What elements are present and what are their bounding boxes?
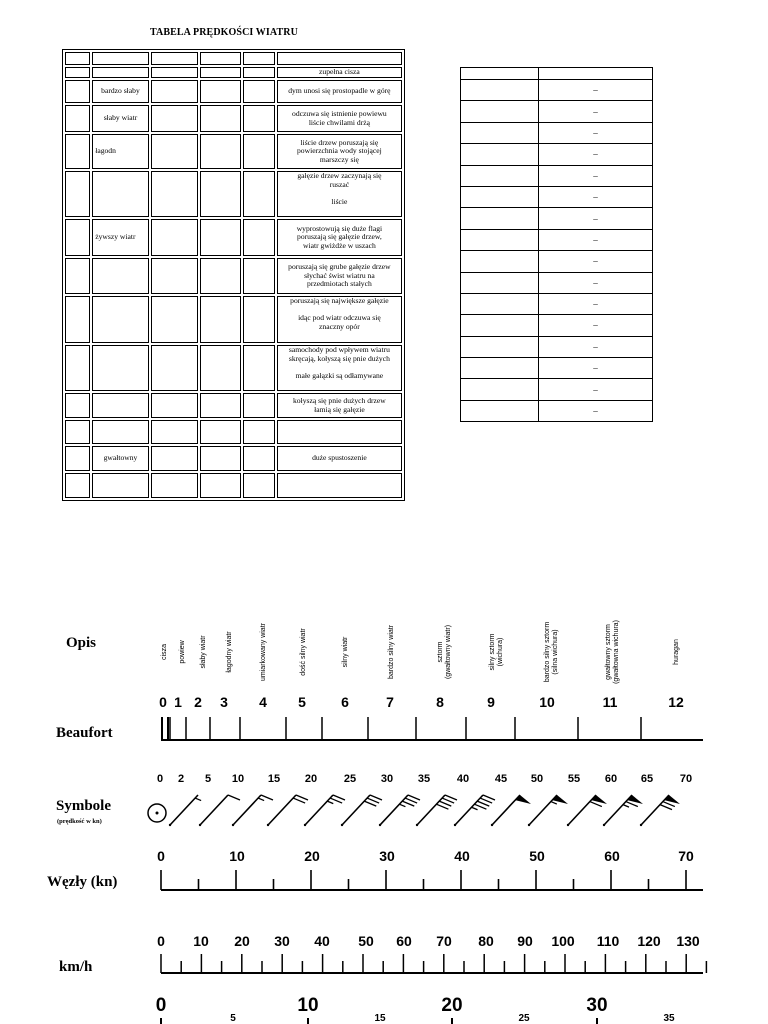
table-cell (461, 400, 539, 421)
kmh-label: 50 (358, 933, 374, 949)
table-row (65, 420, 402, 444)
table-cell (461, 186, 539, 207)
wind-name-cell (92, 420, 149, 444)
table-cell (151, 134, 198, 169)
calm-symbol-dot (156, 812, 159, 815)
opis-term-line: (gwałtowny wiatr) (445, 624, 452, 680)
knot-label: 50 (529, 848, 545, 864)
table-row (461, 80, 653, 101)
table-cell (200, 473, 240, 498)
knot-label: 20 (304, 848, 320, 864)
beaufort-number: 3 (220, 694, 228, 710)
table-cell (461, 358, 539, 379)
kmh-label: 40 (314, 933, 330, 949)
opis-term-line: huragan (673, 639, 680, 665)
wind-name-cell: gwałtowny (92, 446, 149, 471)
knot-label: 30 (379, 848, 395, 864)
wind-speed-table (62, 49, 405, 501)
wind-description-cell: poruszają się grube gałęzie drzew słychać świst wiatru na przedmiotach stałych (277, 258, 402, 294)
opis-term-line: cisza (161, 644, 168, 660)
beaufort-number: 0 (159, 694, 167, 710)
beaufort-number: 11 (602, 694, 618, 710)
table-cell (65, 219, 90, 256)
wind-description-cell: wyprostowują się duże flagi poruszają się gałęzie drzew, wiatr gwiżdże w uszach (277, 219, 402, 256)
table-cell (65, 420, 90, 444)
kmh-label: 30 (274, 933, 290, 949)
opis-term (161, 644, 168, 660)
table-row (65, 258, 402, 294)
value-cell: – (539, 144, 653, 165)
symbol-speed-label: 10 (231, 773, 245, 785)
ms-major-label: 0 (155, 995, 167, 1016)
table-cell (200, 296, 240, 343)
table-row (65, 219, 402, 256)
ms-major-label: 20 (441, 995, 463, 1016)
table-cell (243, 393, 275, 418)
wind-name-cell (92, 393, 149, 418)
wind-name-cell (92, 296, 149, 343)
ms-minor-label: 25 (518, 1013, 530, 1024)
opis-term (200, 635, 207, 669)
table-row (461, 229, 653, 250)
value-cell (539, 68, 653, 80)
table-row (65, 67, 402, 78)
table-row (65, 134, 402, 169)
wind-name-cell (92, 52, 149, 65)
value-cell: – (539, 358, 653, 379)
value-cell: – (539, 165, 653, 186)
wind-description-cell: kołyszą się pnie dużych drzew łamią się gałęzie (277, 393, 402, 418)
wind-name-cell: bardzo słaby (92, 80, 149, 103)
symbol-speed-label: 45 (494, 773, 508, 785)
table-cell (200, 52, 240, 65)
table-cell (65, 171, 90, 217)
opis-term-line: silny wiatr (342, 636, 349, 668)
document-title: TABELA PRĘDKOŚCI WIATRU (150, 27, 298, 38)
opis-term (342, 636, 349, 667)
table-cell (151, 420, 198, 444)
table-row (461, 251, 653, 272)
table-cell (461, 315, 539, 336)
wind-description-cell: zupełna cisza (277, 67, 402, 78)
value-cell: – (539, 272, 653, 293)
wind-barb-icon (379, 795, 420, 826)
table-row (461, 122, 653, 143)
ms-minor-label: 35 (663, 1013, 675, 1024)
table-cell (200, 420, 240, 444)
kmh-label: 130 (676, 933, 700, 949)
value-cell: – (539, 208, 653, 229)
symbol-speed-label: 65 (640, 773, 654, 785)
symbol-speed-label: 5 (204, 773, 212, 785)
table-cell (461, 122, 539, 143)
opis-term-line: gwałtowny sztorm (605, 624, 612, 680)
table-cell (200, 67, 240, 78)
table-cell (151, 67, 198, 78)
table-row (461, 101, 653, 122)
table-cell (200, 258, 240, 294)
opis-term (605, 620, 620, 684)
wind-barb-icon (454, 795, 495, 826)
wind-description-cell: poruszają się największe gałęzie idąc pod wiatr odczuwa się znaczny opór (277, 296, 402, 343)
kmh-label: 90 (517, 933, 533, 949)
symbol-speed-label: 60 (604, 773, 618, 785)
value-cell: – (539, 186, 653, 207)
table-row (461, 315, 653, 336)
wind-description-cell: duże spustoszenie (277, 446, 402, 471)
table-row (461, 272, 653, 293)
table-cell (200, 171, 240, 217)
wind-barb-icon (528, 795, 568, 826)
opis-term (179, 639, 186, 663)
symbol-speed-label: 70 (679, 773, 693, 785)
table-cell (461, 229, 539, 250)
wind-barb-icon (341, 795, 382, 826)
table-cell (65, 393, 90, 418)
opis-term-line: (wichura) (497, 637, 504, 667)
table-row (65, 105, 402, 132)
table-cell (243, 258, 275, 294)
wind-barb-icon (640, 795, 680, 826)
table-cell (461, 208, 539, 229)
wind-description-cell (277, 52, 402, 65)
knot-label: 60 (604, 848, 620, 864)
table-cell (461, 336, 539, 357)
kmh-label: 20 (234, 933, 250, 949)
label-opis: Opis (66, 635, 97, 651)
table-cell (243, 67, 275, 78)
table-cell (243, 446, 275, 471)
knot-label: 70 (678, 848, 694, 864)
opis-term-line: słaby wiatr (200, 635, 207, 669)
table-row (461, 208, 653, 229)
table-cell (200, 134, 240, 169)
beaufort-scale-chart (0, 590, 768, 1024)
label-kmh: km/h (59, 959, 93, 975)
beaufort-number: 10 (539, 694, 555, 710)
knot-label: 40 (454, 848, 470, 864)
table-cell (65, 473, 90, 498)
symbol-speed-label: 55 (567, 773, 581, 785)
symbol-speed-label: 50 (530, 773, 544, 785)
opis-term (226, 631, 233, 673)
wind-name-cell: łagodn (92, 134, 149, 169)
ms-minor-label: 15 (374, 1013, 386, 1024)
wind-barb-icon (603, 795, 643, 826)
kmh-label: 10 (193, 933, 209, 949)
table-cell (151, 393, 198, 418)
table-row (65, 171, 402, 217)
ms-minor-label: 5 (230, 1013, 236, 1024)
wind-description-cell (277, 473, 402, 498)
table-row (65, 446, 402, 471)
table-row (461, 358, 653, 379)
kmh-label: 0 (157, 933, 165, 949)
table-cell (200, 345, 240, 391)
scale-graphics (0, 590, 768, 1024)
beaufort-number: 4 (259, 694, 267, 710)
table-cell (65, 446, 90, 471)
opis-term (489, 633, 504, 670)
opis-term-line: umiarkowany wiatr (260, 623, 267, 681)
kmh-label: 60 (396, 933, 412, 949)
table-row (461, 336, 653, 357)
table-cell (243, 345, 275, 391)
table-row (65, 473, 402, 498)
table-cell (461, 68, 539, 80)
beaufort-number: 9 (487, 694, 495, 710)
wind-name-cell: żywszy wiatr (92, 219, 149, 256)
label-beaufort: Beaufort (56, 725, 113, 741)
beaufort-number: 8 (436, 694, 444, 710)
kmh-label: 120 (637, 933, 661, 949)
value-cell: – (539, 80, 653, 101)
table-cell (243, 105, 275, 132)
value-cell: – (539, 379, 653, 400)
table-cell (65, 52, 90, 65)
table-cell (461, 272, 539, 293)
knot-label: 0 (157, 848, 165, 864)
beaufort-number: 1 (174, 694, 182, 710)
wind-name-cell (92, 473, 149, 498)
opis-term (437, 625, 452, 679)
value-cell: – (539, 101, 653, 122)
opis-term (673, 639, 680, 665)
opis-term-line: (gwałtowna wichura) (613, 620, 620, 684)
symbol-speed-label: 0 (156, 773, 164, 785)
wind-description-cell: dym unosi się prostopadle w górę (277, 80, 402, 103)
table-row (461, 186, 653, 207)
wind-name-cell (92, 171, 149, 217)
table-cell (151, 219, 198, 256)
wind-description-cell: gałęzie drzew zaczynają się ruszać liście (277, 171, 402, 217)
wind-description-cell: samochody pod wpływem wiatru skręcają, kołyszą się pnie dużych małe gałązki są odłamywane (277, 345, 402, 391)
value-cell: – (539, 229, 653, 250)
value-cell: – (539, 315, 653, 336)
value-cell: – (539, 293, 653, 314)
wind-description-cell: odczuwa się istnienie powiewu liście chwilami drżą (277, 105, 402, 132)
ms-major-label: 10 (297, 995, 319, 1016)
opis-term-line: bardzo silny wiatr (388, 624, 395, 680)
table-cell (151, 446, 198, 471)
symbol-speed-label: 40 (456, 773, 470, 785)
table-cell (200, 219, 240, 256)
symbol-speed-label: 25 (343, 773, 357, 785)
table-row (461, 68, 653, 80)
wind-barb-icon (567, 795, 607, 826)
knot-label: 10 (229, 848, 245, 864)
opis-term-line: dość silny wiatr (300, 628, 307, 676)
table-cell (243, 296, 275, 343)
table-cell (65, 80, 90, 103)
kmh-label: 100 (551, 933, 575, 949)
opis-term (544, 622, 559, 682)
wind-name-cell: słaby wiatr (92, 105, 149, 132)
label-symbole-sub: (prędkość w kn) (57, 818, 102, 825)
table-cell (200, 446, 240, 471)
value-cell: – (539, 400, 653, 421)
table-cell (151, 258, 198, 294)
label-knots: Węzły (kn) (47, 874, 118, 890)
table-cell (243, 473, 275, 498)
symbol-speed-label: 30 (380, 773, 394, 785)
value-cell: – (539, 251, 653, 272)
opis-term (388, 624, 395, 679)
wind-barb-icon (491, 795, 531, 826)
table-row (65, 52, 402, 65)
opis-term-line: (silna wichura) (552, 629, 559, 675)
wind-barb-icon (304, 795, 345, 826)
table-cell (461, 379, 539, 400)
wind-description-cell (277, 420, 402, 444)
table-cell (243, 219, 275, 256)
label-symbole: Symbole (56, 798, 112, 814)
kmh-label: 70 (436, 933, 452, 949)
table-cell (65, 258, 90, 294)
table-cell (151, 171, 198, 217)
opis-term-line: silny sztorm (489, 633, 496, 671)
wind-description-cell: liście drzew poruszają się powierzchnia wody stojącej marszczy się (277, 134, 402, 169)
symbol-speed-label: 20 (304, 773, 318, 785)
secondary-table (460, 67, 653, 422)
table-cell (461, 80, 539, 101)
table-cell (151, 345, 198, 391)
symbol-speed-label: 2 (177, 773, 185, 785)
kmh-label: 80 (478, 933, 494, 949)
opis-term (260, 622, 267, 681)
table-cell (151, 80, 198, 103)
table-cell (65, 345, 90, 391)
beaufort-number: 6 (341, 694, 349, 710)
table-cell (461, 293, 539, 314)
wind-name-cell (92, 67, 149, 78)
beaufort-number: 12 (668, 694, 684, 710)
table-cell (243, 80, 275, 103)
table-row (461, 293, 653, 314)
beaufort-number: 2 (194, 694, 202, 710)
table-row (461, 165, 653, 186)
wind-barb-icon (416, 795, 457, 826)
table-row (65, 393, 402, 418)
kmh-label: 110 (596, 933, 620, 949)
table-row (461, 400, 653, 421)
opis-term (300, 628, 307, 676)
table-cell (151, 296, 198, 343)
wind-name-cell (92, 258, 149, 294)
opis-term-line: bardzo silny sztorm (544, 621, 551, 683)
opis-term-line: łagodny wiatr (226, 631, 233, 673)
value-cell: – (539, 122, 653, 143)
table-cell (200, 105, 240, 132)
table-row (65, 80, 402, 103)
opis-term-line: powiew (179, 640, 186, 664)
table-cell (461, 144, 539, 165)
table-cell (243, 52, 275, 65)
table-row (461, 144, 653, 165)
table-cell (65, 105, 90, 132)
symbol-speed-label: 35 (417, 773, 431, 785)
ms-major-label: 30 (586, 995, 608, 1016)
table-cell (461, 101, 539, 122)
table-cell (200, 80, 240, 103)
symbol-speed-label: 15 (267, 773, 281, 785)
wind-barb-icon (199, 795, 240, 826)
wind-name-cell (92, 345, 149, 391)
table-cell (461, 165, 539, 186)
table-row (461, 379, 653, 400)
table-cell (243, 171, 275, 217)
value-cell: – (539, 336, 653, 357)
table-cell (151, 105, 198, 132)
table-cell (65, 134, 90, 169)
table-row (65, 345, 402, 391)
table-cell (151, 52, 198, 65)
table-cell (461, 251, 539, 272)
table-cell (65, 67, 90, 78)
opis-term-line: sztorm (437, 641, 444, 663)
beaufort-number: 5 (298, 694, 306, 710)
table-cell (243, 420, 275, 444)
table-cell (65, 296, 90, 343)
table-cell (151, 473, 198, 498)
table-row (65, 296, 402, 343)
beaufort-number: 7 (386, 694, 394, 710)
wind-barb-icon (169, 795, 201, 826)
table-cell (200, 393, 240, 418)
table-cell (243, 134, 275, 169)
